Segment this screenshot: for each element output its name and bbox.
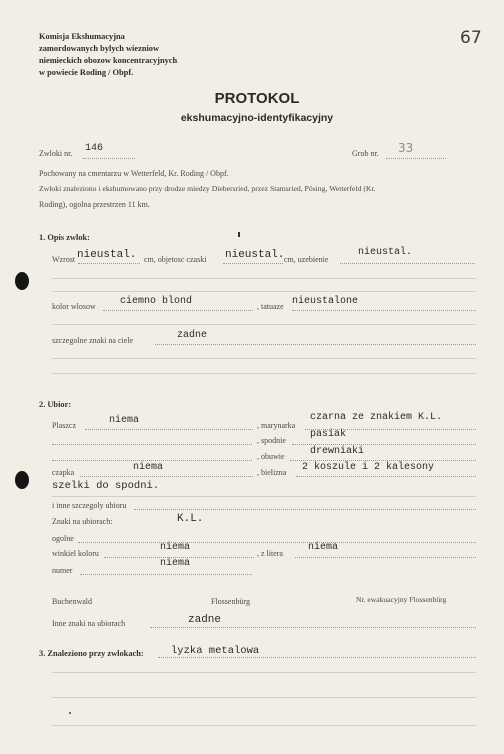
tattoo-value: nieustalone: [292, 296, 359, 307]
body-number-value: 146: [85, 143, 104, 154]
winkel-color-label: winkiel koloru: [52, 549, 99, 558]
protocol-title: PROTOKOL: [214, 90, 300, 107]
section1-heading: 1. Opis zwlok:: [39, 233, 90, 242]
cap-label: czapka: [52, 468, 75, 477]
hair-value: ciemno blond: [120, 296, 193, 307]
ink-speck: [69, 712, 71, 714]
skull-unit: cm, uzebienie: [284, 255, 329, 264]
trousers-label: , spodnie: [257, 436, 286, 445]
other-clothing-marks-value: zadne: [188, 614, 222, 626]
tattoo-label: , tatuaze: [257, 302, 284, 311]
found-text-line-2: Roding), ogolna przestrzen 11 km.: [39, 200, 150, 209]
underwear-value: 2 koszule i 2 kalesony: [302, 462, 435, 473]
jacket-value: czarna ze znakiem K.L.: [310, 412, 443, 423]
punch-hole-bottom: [15, 471, 29, 489]
shoes-value: drewniaki: [310, 446, 365, 457]
letter-label: , z litera: [257, 549, 283, 558]
camp-buchenwald-label: Buchenwald: [52, 597, 92, 606]
other-clothing-label: i inne szczegoly ubioru: [52, 501, 127, 510]
section3-heading: 3. Znaleziono przy zwlokach:: [39, 649, 144, 658]
extra-clothing-value: szelki do spodni.: [52, 480, 160, 492]
coat-value: niema: [109, 415, 140, 426]
org-line-1: Komisja Ekshumacyjna: [39, 32, 125, 41]
height-unit: cm, objetosc czaski: [144, 255, 207, 264]
number-value: niema: [160, 558, 191, 569]
clothing-marks-value: K.L.: [177, 513, 204, 525]
letter-value: niema: [308, 542, 339, 553]
hair-label: kolor wlosow: [52, 302, 96, 311]
body-marks-value: zadne: [177, 330, 208, 341]
height-label: Wzrost: [52, 255, 76, 264]
found-text-line-1: Zwloki znaleziono i ekshumowano przy drodze miedzy Diebersried, przez Stamsried, Pösing, Wetterfeld (Kr.: [39, 184, 376, 193]
punch-hole-top: [15, 272, 29, 290]
org-line-4: w powiecie Roding / Obpf.: [39, 68, 134, 77]
general-label: ogolne: [52, 534, 74, 543]
clothing-marks-label: Znaki na ubiorach:: [52, 517, 113, 526]
protocol-subtitle: ekshumacyjno-identyfikacyjny: [180, 112, 334, 124]
shoes-label: , obuwie: [257, 452, 285, 461]
height-value: nieustal.: [77, 249, 137, 261]
other-clothing-marks-label: Inne znaki na ubiorach: [52, 619, 126, 628]
underwear-label: , bielizna: [257, 468, 287, 477]
coat-label: Plaszcz: [52, 421, 76, 430]
camp-flossenburg-label: Flossenbürg: [211, 597, 250, 606]
org-line-2: zamordowanych bylych wiezniow: [39, 44, 160, 53]
found-items-value: lyzka metalowa: [171, 645, 260, 657]
section2-heading: 2. Ubior:: [39, 400, 72, 409]
body-number-label: Zwloki nr.: [39, 149, 73, 158]
winkel-color-value: niema: [160, 542, 191, 553]
number-label: numer: [52, 566, 73, 575]
trousers-value: pasiak: [310, 429, 347, 440]
cap-value: niema: [133, 462, 164, 473]
buried-text: Pochowany na cmentarzu w Wetterfeld, Kr. Roding / Obpf.: [39, 169, 229, 178]
jacket-label: , marynarka: [257, 421, 296, 430]
org-line-3: niemieckich obozow koncentracyjnych: [39, 56, 178, 65]
grave-number-label: Grob nr.: [352, 149, 379, 158]
teeth-value: nieustal.: [358, 247, 413, 258]
body-marks-label: szczegolne znaki na ciele: [52, 336, 134, 345]
ink-mark: [238, 232, 240, 237]
page-number: 67: [460, 28, 482, 48]
grave-number-value: 33: [398, 141, 414, 155]
evacuation-number-label: Nr. ewakuacyjny Flossenbürg: [356, 595, 447, 604]
skull-value: nieustal.: [225, 249, 285, 261]
